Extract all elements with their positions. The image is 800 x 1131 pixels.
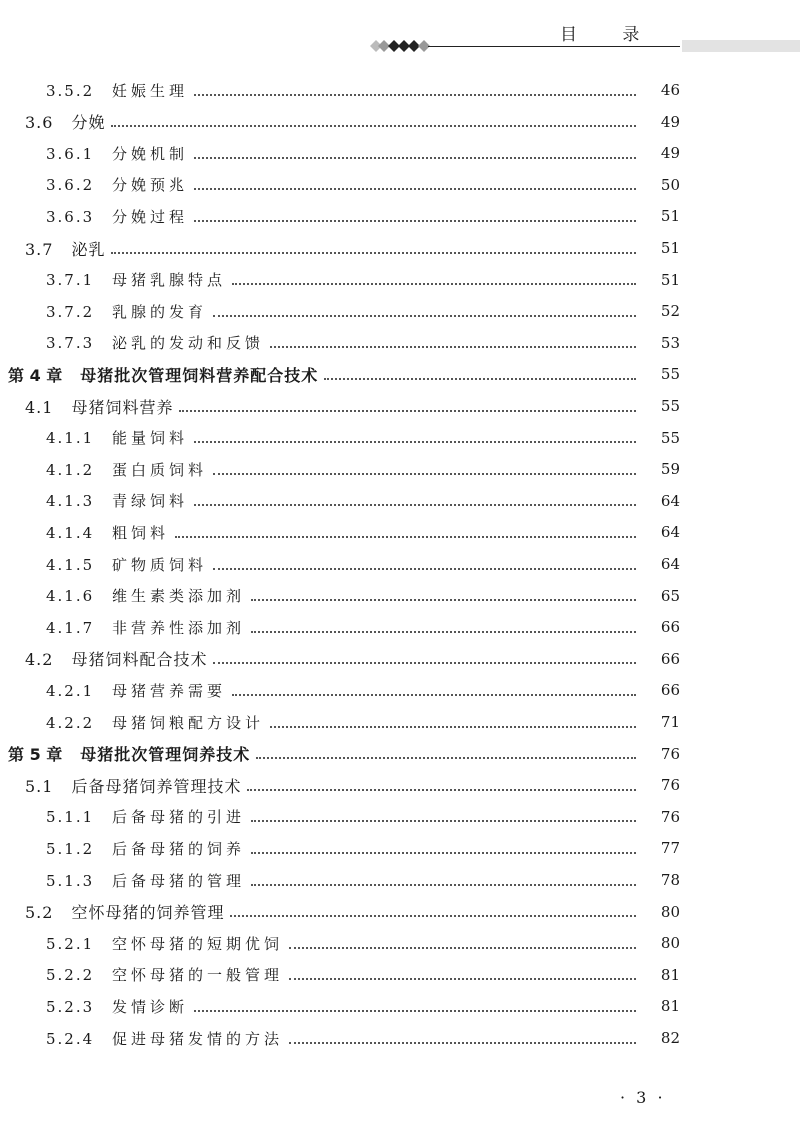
toc-entry-page: 76 (660, 776, 680, 795)
toc-entry-number: 5.1.1 (46, 808, 95, 827)
toc-entry-section[interactable] (0, 232, 800, 264)
toc-entry-number: 4.1.7 (46, 618, 95, 637)
toc-entry-label (0, 585, 245, 606)
toc-entry-page: 66 (660, 618, 680, 637)
toc-entry-number: 4.2.2 (46, 713, 95, 732)
toc-entry-page: 82 (660, 1029, 680, 1047)
toc-entry-number: 5.2.3 (46, 997, 95, 1016)
toc-dot-leader (230, 914, 636, 917)
toc-entry-label (0, 332, 264, 353)
toc-entry-title: 后备母猪的饲养 (112, 839, 246, 858)
toc-entry-sub[interactable] (0, 422, 800, 454)
toc-entry-page: 80 (660, 902, 680, 921)
toc-entry-label (0, 680, 226, 701)
toc-entry-title: 母猪饲料配合技术 (71, 650, 208, 670)
toc-entry-section[interactable] (0, 643, 800, 675)
toc-dot-leader (194, 1009, 636, 1012)
toc-entry-number: 4.1.2 (46, 460, 95, 479)
toc-entry-page: 66 (660, 649, 680, 668)
toc-entry-number: 4.1 (25, 397, 54, 417)
toc-entry-title: 母猪饲粮配方设计 (112, 713, 265, 732)
toc-entry-page: 76 (660, 807, 680, 826)
toc-entry-label (0, 269, 226, 290)
toc-entry-label (0, 838, 245, 859)
toc-entry-page: 51 (660, 239, 680, 257)
toc-entry-page: 53 (660, 333, 680, 352)
toc-entry-number: 3.6 (25, 113, 54, 133)
toc-entry-number: 3.6.3 (46, 207, 95, 226)
toc-entry-number: 3.7.3 (46, 334, 95, 353)
toc-dot-leader (194, 219, 636, 222)
toc-entry-sub[interactable] (0, 169, 800, 201)
toc-entry-sub[interactable] (0, 706, 800, 738)
toc-entry-sub[interactable] (0, 864, 800, 896)
toc-entry-title: 分娩机制 (112, 144, 189, 163)
toc-entry-number: 5.1.2 (46, 839, 95, 858)
toc-entry-title: 能量饲料 (112, 429, 189, 448)
toc-entry-number: 4.1.1 (46, 429, 95, 448)
toc-entry-number: 5.1.3 (46, 871, 95, 890)
toc-dot-leader (213, 661, 636, 664)
toc-entry-section[interactable] (0, 896, 800, 928)
toc-dot-leader (289, 946, 636, 949)
toc-dot-leader (179, 409, 636, 412)
toc-entry-page: 64 (660, 555, 680, 573)
toc-entry-page: 80 (660, 934, 680, 953)
toc-entry-title: 空怀母猪的饲养管理 (71, 903, 225, 923)
toc-entry-number: 3.5.2 (46, 81, 95, 100)
toc-dot-leader (232, 282, 636, 285)
toc-entry-label (0, 237, 105, 260)
toc-entry-title: 促进母猪发情的方法 (112, 1029, 284, 1048)
toc-entry-chapter[interactable] (0, 738, 800, 770)
toc-dot-leader (194, 187, 636, 190)
header-rule (428, 46, 680, 47)
toc-entry-sub[interactable] (0, 1022, 800, 1054)
toc-entry-page: 76 (660, 744, 680, 763)
toc-entry-title: 矿物质饲料 (112, 555, 208, 574)
toc-entry-label (0, 301, 207, 322)
toc-entry-page: 55 (660, 397, 680, 415)
toc-entry-number: 5.2.2 (46, 966, 95, 985)
toc-entry-number: 4.2.1 (46, 681, 95, 700)
toc-entry-number: 3.7.1 (46, 271, 95, 290)
toc-entry-number: 3.6.2 (46, 176, 95, 195)
toc-entry-label (0, 80, 188, 101)
toc-entry-number: 4.1.4 (46, 523, 95, 542)
toc-entry-title: 母猪批次管理饲养技术 (80, 745, 251, 765)
toc-entry-number: 4.1.6 (46, 587, 95, 606)
toc-entry-number: 4.1.5 (46, 555, 95, 574)
toc-entry-number: 第 5 章 (8, 745, 63, 765)
toc-entry-sub[interactable] (0, 990, 800, 1022)
toc-entry-label (0, 490, 188, 511)
toc-entry-label (0, 774, 241, 797)
toc-entry-label (0, 206, 188, 227)
toc-entry-page: 81 (660, 965, 680, 984)
toc-entry-sub[interactable] (0, 832, 800, 864)
toc-entry-page: 46 (660, 81, 680, 99)
toc-dot-leader (194, 440, 636, 443)
toc-entry-title: 母猪营养需要 (112, 681, 227, 700)
page-number: · 3 · (620, 1088, 666, 1107)
toc-entry-section[interactable] (0, 769, 800, 801)
toc-entry-label (0, 395, 173, 418)
toc-entry-title: 母猪批次管理饲料营养配合技术 (80, 365, 319, 385)
toc-entry-sub[interactable] (0, 674, 800, 706)
toc-entry-label (0, 554, 207, 575)
toc-entry-title: 泌乳的发动和反馈 (112, 334, 265, 353)
toc-entry-title: 母猪饲料营养 (71, 397, 174, 417)
toc-dot-leader (111, 124, 636, 127)
toc-entry-sub[interactable] (0, 264, 800, 296)
toc-entry-page: 52 (660, 302, 680, 321)
toc-entry-number: 5.1 (25, 776, 54, 796)
toc-entry-title: 青绿饲料 (112, 492, 189, 511)
toc-dot-leader (289, 977, 636, 980)
toc-entry-page: 55 (660, 365, 680, 384)
toc-entry-sub[interactable] (0, 548, 800, 580)
toc-entry-number: 第 4 章 (8, 365, 63, 385)
toc-entry-label (0, 363, 318, 386)
toc-entry-label (0, 742, 250, 765)
toc-entry-title: 后备母猪的引进 (112, 808, 246, 827)
toc-dot-leader (194, 93, 636, 96)
toc-entry-label (0, 174, 188, 195)
toc-dot-leader (256, 756, 636, 759)
toc-dot-leader (213, 472, 636, 475)
toc-entry-title: 分娩预兆 (112, 176, 189, 195)
toc-entry-label (0, 712, 264, 733)
toc-entry-label (0, 647, 207, 670)
header-gray-band (682, 40, 800, 52)
toc-entry-label (0, 870, 245, 891)
toc-entry-page: 59 (660, 460, 680, 479)
header-ornament-icon (370, 40, 430, 52)
toc-dot-leader (289, 1041, 636, 1044)
toc-entry-sub[interactable] (0, 74, 800, 106)
toc-entry-page: 77 (660, 839, 680, 858)
toc-entry-sub[interactable] (0, 801, 800, 833)
page-title: 目 录 (560, 25, 660, 45)
toc-dot-leader (251, 851, 636, 854)
toc-entry-section[interactable] (0, 106, 800, 138)
toc-entry-number: 3.7 (25, 239, 54, 259)
toc-entry-sub[interactable] (0, 327, 800, 359)
toc-entry-label (0, 1028, 283, 1049)
toc-entry-title: 空怀母猪的短期优饲 (112, 934, 284, 953)
toc-entry-page: 66 (660, 681, 680, 700)
toc-entry-label (0, 996, 188, 1017)
toc-entry-title: 发情诊断 (112, 997, 189, 1016)
toc-entry-page: 49 (660, 112, 680, 131)
toc-entry-number: 5.2 (25, 903, 54, 923)
toc-dot-leader (251, 630, 636, 633)
toc-dot-leader (251, 598, 636, 601)
toc-entry-sub[interactable] (0, 137, 800, 169)
toc-entry-section[interactable] (0, 390, 800, 422)
toc-dot-leader (232, 693, 636, 696)
toc-entry-label (0, 964, 283, 985)
toc-entry-number: 3.7.2 (46, 302, 95, 321)
toc-entry-sub[interactable] (0, 516, 800, 548)
toc-dot-leader (111, 251, 636, 254)
toc-dot-leader (270, 725, 636, 728)
toc-entry-page: 49 (660, 144, 680, 163)
toc-entry-title: 分娩过程 (112, 207, 189, 226)
toc-entry-sub[interactable] (0, 485, 800, 517)
toc-entry-title: 维生素类添加剂 (112, 587, 246, 606)
toc-dot-leader (213, 314, 636, 317)
toc-entry-sub[interactable] (0, 295, 800, 327)
toc-entry-page: 64 (660, 523, 680, 542)
toc-entry-title: 泌乳 (71, 239, 106, 259)
toc-dot-leader (324, 377, 636, 380)
toc-entry-number: 5.2.1 (46, 934, 95, 953)
toc-entry-title: 非营养性添加剂 (112, 618, 246, 637)
toc-entry-label (0, 110, 105, 133)
toc-entry-sub[interactable] (0, 200, 800, 232)
toc-entry-title: 后备母猪饲养管理技术 (71, 776, 242, 796)
toc-dot-leader (194, 503, 636, 506)
toc-entry-sub[interactable] (0, 959, 800, 991)
toc-entry-page: 55 (660, 428, 680, 447)
toc-entry-number: 5.2.4 (46, 1029, 95, 1048)
toc-entry-page: 78 (660, 871, 680, 889)
toc-entry-sub[interactable] (0, 611, 800, 643)
toc-entry-page: 51 (660, 270, 680, 289)
toc-entry-label (0, 617, 245, 638)
toc-entry-title: 乳腺的发育 (112, 302, 208, 321)
toc-entry-number: 3.6.1 (46, 144, 95, 163)
toc-entry-page: 50 (660, 175, 680, 194)
toc-dot-leader (251, 819, 636, 822)
toc-entry-title: 粗饲料 (112, 523, 170, 542)
toc-entry-title: 母猪乳腺特点 (112, 271, 227, 290)
toc-entry-label (0, 900, 224, 923)
toc-entry-page: 65 (660, 586, 680, 605)
toc-entry-label (0, 806, 245, 827)
toc-entry-number: 4.2 (25, 650, 54, 670)
toc-entry-title: 后备母猪的管理 (112, 871, 246, 890)
toc-entry-label (0, 933, 283, 954)
toc-dot-leader (251, 883, 636, 886)
toc-entry-label (0, 522, 169, 543)
toc-entry-page: 64 (660, 491, 680, 510)
toc-entry-sub[interactable] (0, 453, 800, 485)
toc-entry-label (0, 427, 188, 448)
toc-entry-chapter[interactable] (0, 358, 800, 390)
toc-entry-page: 51 (660, 207, 680, 226)
toc-entry-title: 蛋白质饲料 (112, 460, 208, 479)
toc-dot-leader (213, 567, 636, 570)
toc-dot-leader (247, 788, 636, 791)
toc-entry-title: 分娩 (71, 113, 106, 133)
toc-entry-sub[interactable] (0, 580, 800, 612)
toc-entry-label (0, 143, 188, 164)
toc-entry-title: 妊娠生理 (112, 81, 189, 100)
toc-entry-number: 4.1.3 (46, 492, 95, 511)
toc-dot-leader (175, 535, 636, 538)
toc-entry-title: 空怀母猪的一般管理 (112, 966, 284, 985)
toc-dot-leader (270, 345, 636, 348)
toc-entry-sub[interactable] (0, 927, 800, 959)
toc-entry-label (0, 459, 207, 480)
toc-entry-page: 81 (660, 997, 680, 1016)
toc-entry-page: 71 (660, 713, 680, 731)
toc-dot-leader (194, 156, 636, 159)
page-header (0, 0, 800, 60)
